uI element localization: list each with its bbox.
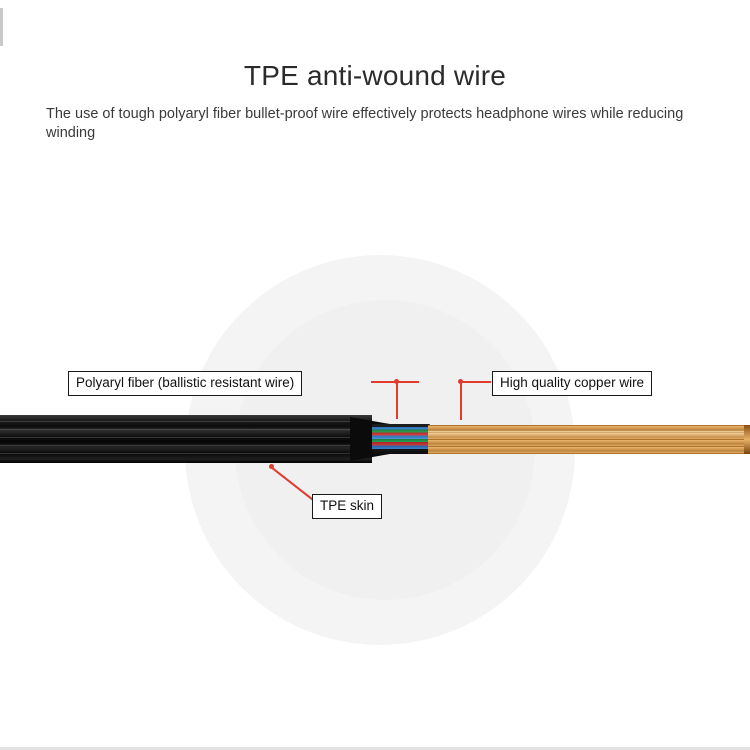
copper-leader-drop	[460, 381, 462, 420]
page-subtitle: The use of tough polyaryl fiber bullet-proof wire effectively protects headphone wires while reducing winding	[46, 106, 684, 141]
label-tpe-skin: TPE skin	[312, 494, 382, 519]
fiber-leader-dot	[394, 379, 399, 384]
copper-leader-dot	[458, 379, 463, 384]
label-copper-wire: High quality copper wire	[492, 371, 652, 396]
fiber-leader-drop	[396, 381, 398, 419]
left-edge-mark	[0, 8, 3, 46]
page-title: TPE anti-wound wire	[243, 60, 507, 91]
tpe-leader-dot	[269, 464, 274, 469]
tpe-jacket	[0, 415, 372, 463]
copper-leader-line	[460, 381, 491, 383]
cable-illustration	[0, 405, 750, 485]
copper-highlight	[428, 431, 750, 439]
copper-wire-bundle	[428, 425, 750, 454]
copper-wire-end	[744, 425, 750, 454]
polyaryl-fiber-bundle	[372, 424, 430, 454]
label-polyaryl-fiber: Polyaryl fiber (ballistic resistant wire)	[68, 371, 302, 396]
